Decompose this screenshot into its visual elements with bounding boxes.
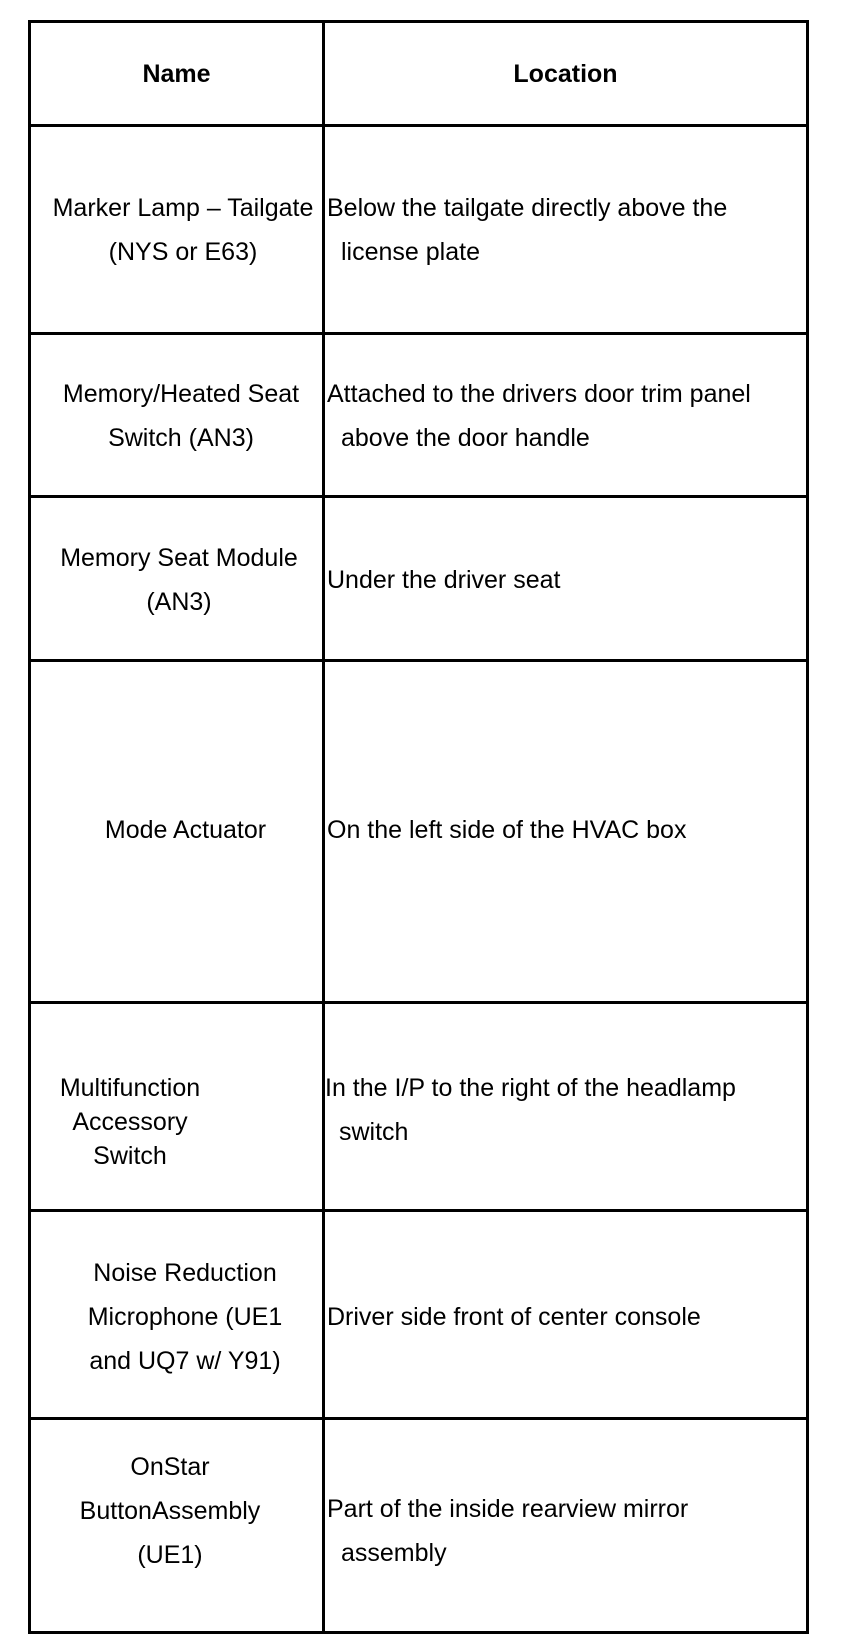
table-row-location bbox=[327, 1487, 805, 1575]
row-border bbox=[28, 495, 809, 498]
header-location: Location bbox=[513, 60, 618, 88]
location-line: Under the driver seat bbox=[327, 566, 561, 594]
name-line: Marker Lamp – Tailgate bbox=[52, 194, 314, 222]
name-line: Microphone (UE1 bbox=[87, 1303, 283, 1331]
table-row-name bbox=[33, 186, 333, 274]
table-row-location bbox=[327, 1295, 805, 1339]
name-line: (NYS or E63) bbox=[108, 238, 258, 266]
row-border bbox=[28, 124, 809, 127]
row-border bbox=[28, 1631, 809, 1634]
row-border bbox=[28, 659, 809, 662]
name-line: ButtonAssembly bbox=[79, 1497, 261, 1525]
name-line: Multifunction bbox=[59, 1074, 201, 1102]
name-line: Noise Reduction bbox=[93, 1259, 277, 1287]
table-row-name bbox=[36, 536, 322, 624]
name-line: (AN3) bbox=[146, 588, 212, 616]
table-row-location bbox=[327, 808, 805, 852]
row-border bbox=[28, 1417, 809, 1420]
table-row-location bbox=[325, 1066, 805, 1154]
name-line: and UQ7 w/ Y91) bbox=[89, 1347, 281, 1375]
table-row-name bbox=[50, 1445, 290, 1577]
location-line: assembly bbox=[341, 1539, 447, 1567]
row-border bbox=[28, 1001, 809, 1004]
table-row-name bbox=[40, 372, 322, 460]
location-line: Attached to the drivers door trim panel bbox=[327, 380, 751, 408]
location-line: above the door handle bbox=[341, 424, 590, 452]
header-name: Name bbox=[142, 60, 211, 88]
table-row-name bbox=[50, 1251, 320, 1383]
table-row-name bbox=[31, 808, 340, 852]
name-line: Memory/Heated Seat bbox=[62, 380, 300, 408]
location-line: Driver side front of center console bbox=[327, 1303, 701, 1331]
table-row-location bbox=[327, 558, 805, 602]
location-line: switch bbox=[339, 1118, 409, 1146]
name-line: Memory Seat Module bbox=[60, 544, 298, 572]
name-line: Switch bbox=[93, 1142, 167, 1170]
location-line: In the I/P to the right of the headlamp bbox=[325, 1074, 736, 1102]
table-row-location bbox=[327, 372, 805, 460]
row-border bbox=[28, 332, 809, 335]
name-line: Mode Actuator bbox=[104, 816, 267, 844]
table-border-right bbox=[806, 20, 809, 1634]
table-row-location bbox=[327, 186, 805, 274]
table-row-name bbox=[40, 1071, 220, 1173]
row-border bbox=[28, 1209, 809, 1212]
location-line: Part of the inside rearview mirror bbox=[327, 1495, 689, 1523]
location-line: On the left side of the HVAC box bbox=[327, 816, 687, 844]
name-line: OnStar bbox=[130, 1453, 210, 1481]
name-line: Switch (AN3) bbox=[108, 424, 254, 452]
location-line: license plate bbox=[341, 238, 480, 266]
name-line: Accessory bbox=[72, 1108, 188, 1136]
location-line: Below the tailgate directly above the bbox=[327, 194, 728, 222]
name-line: (UE1) bbox=[137, 1541, 203, 1569]
